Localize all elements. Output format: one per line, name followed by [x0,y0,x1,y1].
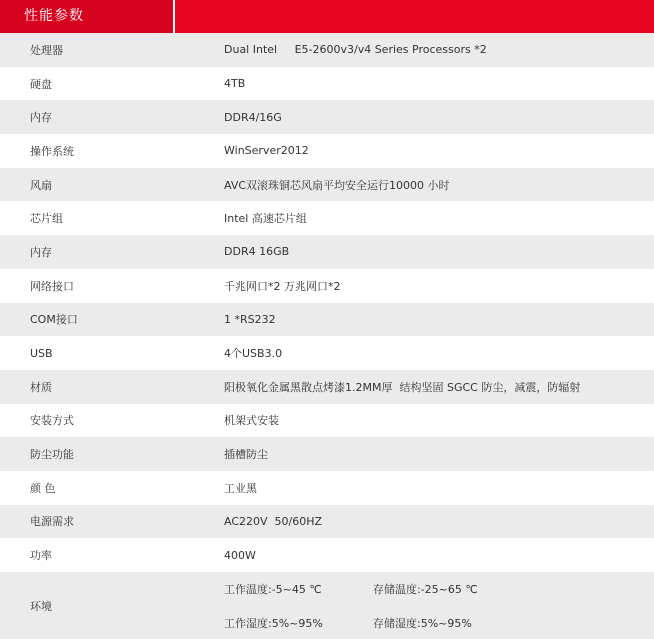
spec-row-memory [0,100,654,134]
spec-value: DDR4 16GB [224,245,290,259]
spec-row-mounting [0,404,654,438]
work-humidity: 工作湿度:5%~95% [224,616,323,630]
spec-label: USB [30,346,53,360]
spec-value: WinServer2012 [224,144,309,158]
spec-value: Dual Intel E5-2600v3/v4 Series Processors *2 [224,43,487,57]
spec-row-material [0,370,654,404]
spec-row-fan [0,168,654,202]
work-temperature: 工作温度:-5~45 ℃ [224,582,322,596]
spec-label: 硬盘 [30,77,52,91]
spec-row-os [0,134,654,168]
spec-row-power [0,538,654,572]
spec-label: 电源需求 [30,515,74,529]
spec-label: 操作系统 [30,144,74,158]
spec-label: 功率 [30,549,52,563]
spec-value: 4TB [224,77,246,91]
spec-value: 1 *RS232 [224,312,276,326]
spec-row-cpu [0,33,654,67]
spec-label: 安装方式 [30,414,74,428]
spec-value: AVC双滚珠铜芯风扇平均安全运行10000 小时 [224,178,450,192]
spec-label: 风扇 [30,178,52,192]
spec-value: Intel 高速芯片组 [224,212,307,226]
spec-label: 材质 [30,380,52,394]
spec-value: 阳极氧化金属黑散点烤漆1.2MM厚 结构坚固 SGCC 防尘，减震，防辐射 [224,380,581,394]
table-header [0,0,654,33]
spec-row-chipset [0,201,654,235]
spec-row-usb [0,336,654,370]
header-fill [175,0,654,33]
spec-row-environment [0,572,654,639]
spec-value: 机架式安装 [224,414,279,428]
spec-label: 处理器 [30,43,63,57]
spec-value: DDR4/16G [224,110,282,124]
environment-values [224,581,654,631]
spec-value: 插槽防尘 [224,448,268,462]
spec-row-dustproof [0,437,654,471]
spec-row-network [0,269,654,303]
spec-value: 千兆网口*2 万兆网口*2 [224,279,341,293]
spec-row-power-supply [0,505,654,539]
spec-value: AC220V 50/60HZ [224,514,323,528]
spec-label: 环境 [30,599,52,613]
table-title: 性能参数 [0,0,173,33]
spec-row-memory-2 [0,235,654,269]
spec-row-com [0,303,654,337]
spec-label: 防尘功能 [30,448,74,462]
spec-value: 400W [224,548,256,562]
spec-row-disk [0,67,654,101]
spec-value: 4个USB3.0 [224,347,283,361]
spec-label: COM接口 [30,313,78,327]
spec-label: 网络接口 [30,279,74,293]
spec-label: 内存 [30,111,52,125]
spec-label: 颜 色 [30,481,56,495]
spec-label: 内存 [30,245,52,259]
spec-row-color [0,471,654,505]
spec-value: 工业黑 [224,481,257,495]
spec-label: 芯片组 [30,212,63,226]
storage-humidity: 存储湿度:5%~95% [373,616,472,630]
storage-temperature: 存储温度:-25~65 ℃ [373,582,478,596]
